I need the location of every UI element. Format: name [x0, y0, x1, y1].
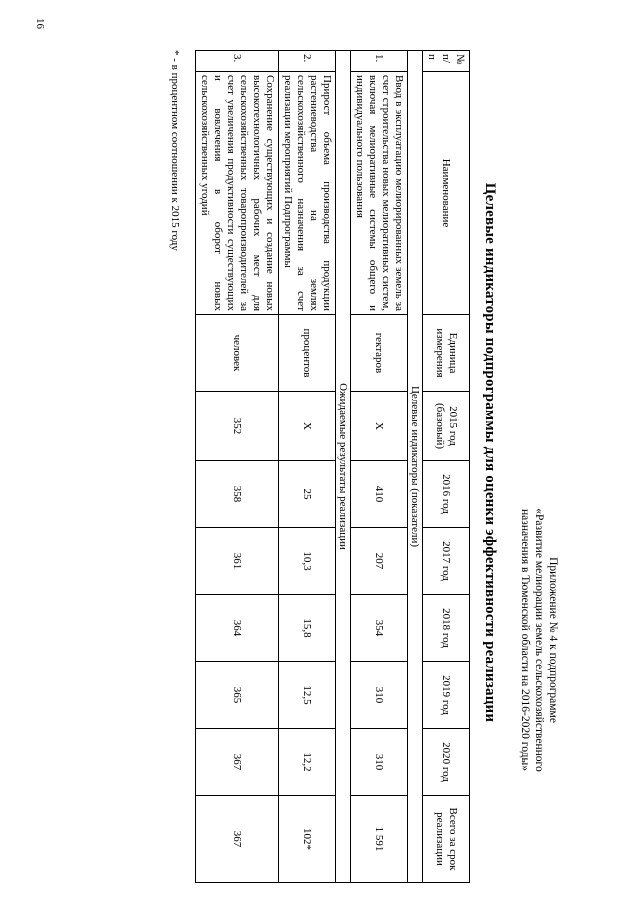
appendix-line-2: «Развитие мелиорации земель сельскохозяйственного	[533, 508, 545, 772]
row-2017: 207	[351, 528, 408, 595]
row-2020: 310	[351, 729, 408, 796]
section-row-results	[336, 51, 351, 883]
header-num-line-3: п	[426, 54, 438, 60]
row-2015: 352	[196, 392, 279, 461]
header-2015: 2015 год (базовый)	[423, 392, 470, 461]
indicators-table	[195, 50, 470, 883]
row-2019: 310	[351, 662, 408, 729]
header-2020: 2020 год	[423, 729, 470, 796]
row-2017: 10,3	[279, 528, 336, 595]
row-2020: 12,2	[279, 729, 336, 796]
header-num-line-1: №	[454, 54, 466, 65]
header-num	[423, 51, 470, 72]
table-header-row	[423, 51, 470, 883]
section-row-indicators	[408, 51, 423, 883]
appendix-line-3: назначения в Тюменской области на 2016-2020 годы»	[519, 509, 531, 771]
row-2016: 410	[351, 461, 408, 528]
table-row	[196, 51, 279, 883]
row-total: 102*	[279, 796, 336, 883]
row-2018: 364	[196, 595, 279, 662]
row-2018: 15,8	[279, 595, 336, 662]
row-2018: 354	[351, 595, 408, 662]
row-2019: 365	[196, 662, 279, 729]
header-2018: 2018 год	[423, 595, 470, 662]
footnote: * - в процентном соотношении к 2015 году	[169, 50, 181, 251]
section-indicators: Целевые индикаторы (показатели)	[408, 51, 423, 883]
appendix-heading	[518, 420, 560, 860]
row-2017: 361	[196, 528, 279, 595]
header-2016: 2016 год	[423, 461, 470, 528]
header-2019: 2019 год	[423, 662, 470, 729]
appendix-line-1: Приложение № 4 к подпрограмме	[547, 557, 559, 723]
row-2015: Х	[279, 392, 336, 461]
page-number: 16	[34, 18, 46, 29]
header-num-line-2: п/	[440, 54, 452, 63]
row-total: 1 591	[351, 796, 408, 883]
row-num: 2.	[279, 51, 336, 72]
header-name: Наименование	[423, 72, 470, 315]
header-total: Всего за срок реализации	[423, 796, 470, 883]
header-unit: Единица измерения	[423, 315, 470, 392]
section-results: Ожидаемые результаты реализации	[336, 51, 351, 883]
document-title: Целевые индикаторы подпрограммы для оценки эффективности реализации	[482, 182, 498, 723]
row-name: Прирост объема производства продукции растениеводства на землях сельскохозяйственного назначения за счет реализации мероприятий Подпрограммы	[279, 72, 336, 315]
row-2019: 12,5	[279, 662, 336, 729]
row-num: 3.	[196, 51, 279, 72]
table-row	[279, 51, 336, 883]
row-total: 367	[196, 796, 279, 883]
row-2016: 358	[196, 461, 279, 528]
indicators-table-wrapper	[195, 50, 470, 883]
row-2016: 25	[279, 461, 336, 528]
row-2020: 367	[196, 729, 279, 796]
row-num: 1.	[351, 51, 408, 72]
row-name: Ввод в эксплуатацию мелиорированных земель за счет строительства новых мелиоративных систем, включая мелиоративные системы общего и индивидуального пользования	[351, 72, 408, 315]
header-2017: 2017 год	[423, 528, 470, 595]
row-unit: человек	[196, 315, 279, 392]
row-2015: Х	[351, 392, 408, 461]
row-unit: гектаров	[351, 315, 408, 392]
row-name: Сохранение существующих и создание новых высокотехнологичных рабочих мест для сельскохозяйственных товаропроизводителей за счет увеличения продуктивности существующих и вовлечения в оборот новых сельскохозяйственных угодий	[196, 72, 279, 315]
row-unit: процентов	[279, 315, 336, 392]
table-row	[351, 51, 408, 883]
